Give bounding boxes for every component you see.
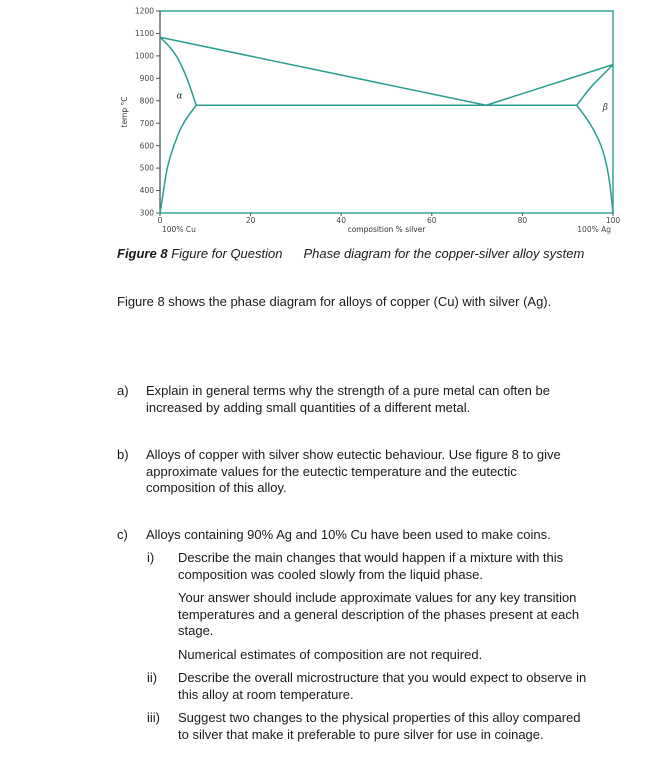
x-end-label-cu: 100% Cu (162, 225, 196, 234)
phase-boundary-liquidus-cu (160, 37, 486, 105)
plot-frame (160, 11, 613, 213)
guidance-line: Your answer should include approximate values for any key transition (178, 590, 577, 605)
question-c-i-note (178, 647, 482, 664)
x-end-label-ag: 100% Ag (577, 225, 611, 234)
question-c-i-line: Describe the main changes that would happen if a mixture with this (178, 550, 564, 565)
x-tick-label: 60 (427, 216, 437, 225)
question-c-i-line: composition was cooled slowly from the liquid phase. (178, 566, 483, 582)
question-c-line: Alloys containing 90% Ag and 10% Cu have been used to make coins. (146, 527, 551, 542)
y-tick-label: 1000 (134, 51, 154, 61)
note-line: Numerical estimates of composition are not required. (178, 647, 483, 662)
x-tick-label: 20 (245, 216, 256, 225)
phase-diagram-chart (110, 4, 620, 244)
y-tick-label: 800 (139, 96, 154, 106)
question-c-iii-line: to silver that make it preferable to pure silver for use in coinage. (178, 726, 544, 742)
question-b-line: composition of this alloy. (146, 480, 287, 495)
intro-text: Figure 8 shows the phase diagram for alloys of copper (Cu) with silver (Ag). (117, 294, 552, 309)
question-c-i-guidance (178, 590, 579, 640)
figure-label: Figure for Question (171, 246, 283, 261)
question-c-ii-line: Describe the overall microstructure that you would expect to observe in (178, 670, 587, 685)
phase-boundary-solvus-alpha (160, 105, 196, 213)
question-c-label: c) (117, 527, 128, 542)
x-tick-label: 0 (157, 216, 163, 225)
question-b-line: approximate values for the eutectic temperature and the eutectic (146, 463, 517, 479)
phase-diagram-figure (110, 4, 620, 244)
x-axis-title: composition % silver (347, 225, 426, 234)
question-b-line: Alloys of copper with silver show eutectic behaviour. Use figure 8 to give (146, 447, 561, 462)
question-c-ii-label: ii) (147, 670, 158, 685)
question-c-ii-line: this alloy at room temperature. (178, 686, 354, 702)
figure-caption (117, 246, 584, 261)
y-tick-label: 500 (139, 163, 154, 173)
question-a-line: increased by adding small quantities of a different metal. (146, 399, 471, 415)
question-a-label: a) (117, 383, 129, 398)
x-tick-label: 40 (336, 216, 346, 225)
question-c-iii-label: iii) (147, 710, 160, 725)
y-tick-label: 1200 (134, 6, 154, 16)
region-label: α (176, 91, 183, 102)
figure-number: Figure 8 (117, 246, 168, 261)
guidance-line: stage. (178, 623, 214, 638)
question-a-line: Explain in general terms why the strength of a pure metal can often be (146, 383, 550, 398)
y-tick-label: 300 (139, 208, 154, 218)
question-c-i-label: i) (147, 550, 155, 565)
x-tick-label: 80 (517, 216, 528, 225)
y-tick-label: 1100 (134, 29, 154, 39)
x-tick-label: 100 (605, 216, 620, 225)
figure-title: Phase diagram for the copper-silver alloy system (303, 246, 585, 261)
guidance-line: temperatures and a general description of the phases present at each (178, 606, 580, 622)
region-label: β (602, 102, 609, 113)
y-tick-label: 600 (139, 141, 154, 151)
phase-boundary-solvus-beta (577, 102, 613, 213)
y-tick-label: 700 (139, 118, 154, 128)
y-tick-label: 400 (139, 186, 154, 196)
question-b-label: b) (117, 447, 129, 462)
phase-boundary-liquidus-ag (486, 65, 613, 106)
y-tick-label: 900 (139, 73, 154, 83)
question-c-iii-line: Suggest two changes to the physical properties of this alloy compared (178, 710, 581, 725)
y-axis-title: temp °C (120, 96, 129, 128)
